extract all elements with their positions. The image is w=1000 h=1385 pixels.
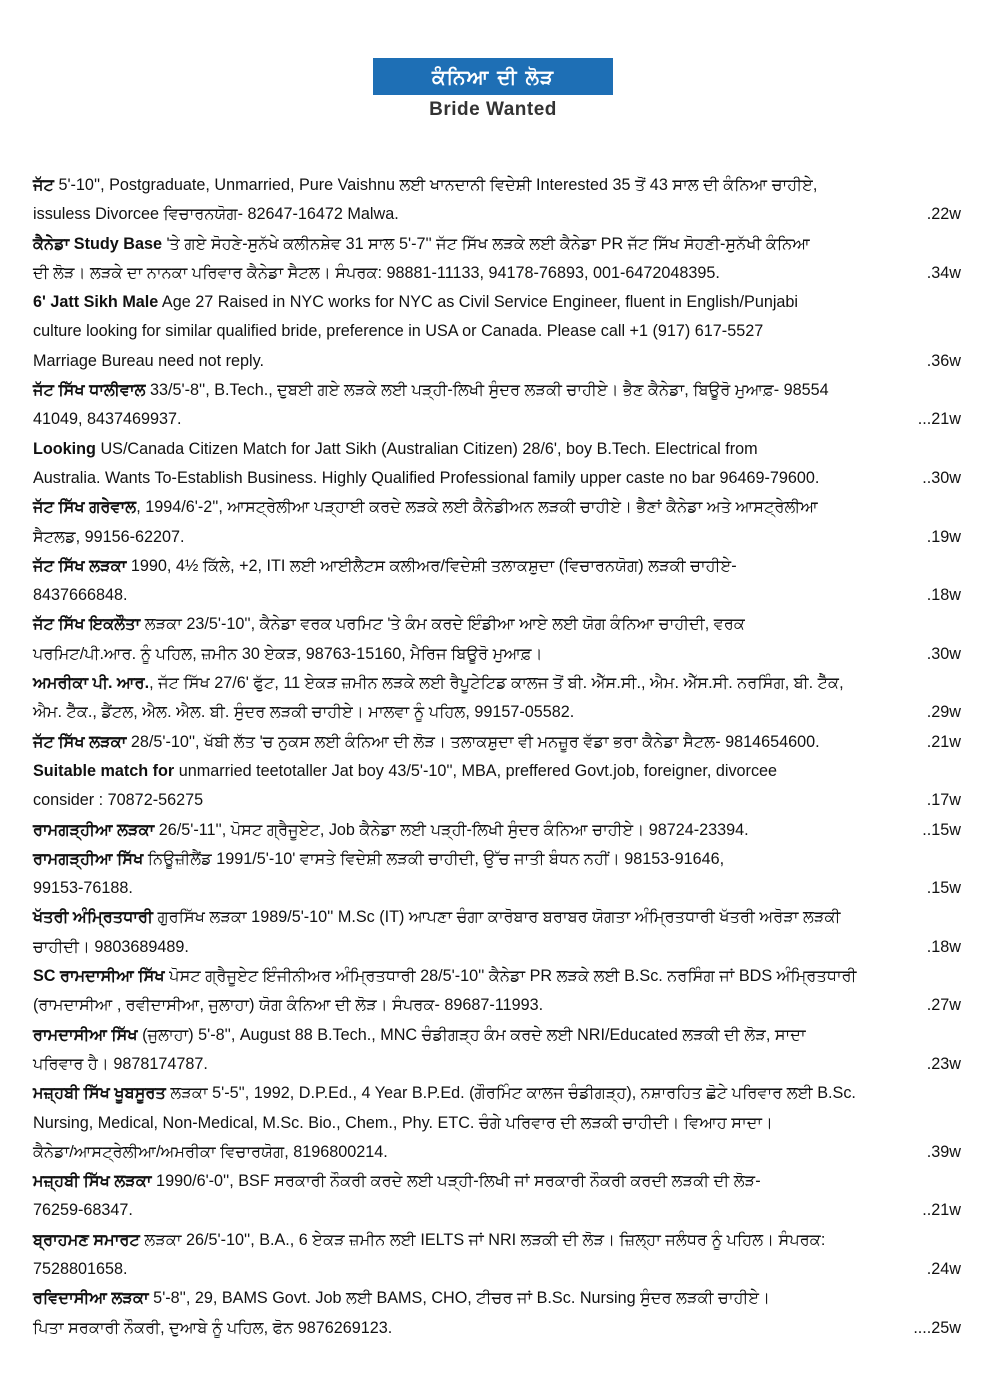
ad-text — [33, 816, 749, 845]
ad-text — [33, 1138, 388, 1167]
ad-line — [33, 786, 961, 815]
ad-line — [33, 1167, 961, 1196]
ad-line — [33, 874, 961, 903]
classified-ad — [33, 493, 961, 552]
ad-lead: 6' Jatt Sikh Male — [33, 293, 159, 312]
ad-line-text: Marriage Bureau need not reply. — [33, 351, 264, 370]
ad-code: ..21w — [922, 1201, 961, 1220]
ad-line — [33, 845, 961, 874]
ad-lead: ਜੱਟ ਸਿੱਖ ਗਰੇਵਾਲ — [33, 498, 137, 517]
ad-lead: Looking — [33, 439, 96, 458]
ad-lead: SC ਰਾਮਦਾਸੀਆ ਸਿੱਖ — [33, 967, 165, 986]
ad-lead: ਜੱਟ ਸਿੱਖ ਧਾਲੀਵਾਲ — [33, 381, 146, 400]
ad-line-text: 7528801658. — [33, 1259, 128, 1278]
ad-lead: Suitable match for — [33, 761, 175, 780]
ad-line — [33, 1196, 961, 1225]
ad-line — [33, 669, 961, 698]
ad-line — [33, 435, 961, 464]
header-title-english: Bride Wanted — [429, 99, 557, 120]
classified-ads-list — [33, 171, 961, 1343]
ad-line-text: issuless Divorcee ਵਿਚਾਰਨਯੋਗ- 82647-16472 Malwa. — [33, 205, 399, 224]
ad-line-text: consider : 70872-56275 — [33, 791, 204, 810]
ad-line — [33, 230, 961, 259]
ad-line-text: ਪੋਸਟ ਗ੍ਰੈਜੂਏਟ ਇੰਜੀਨੀਅਰ ਅੰਮ੍ਰਿਤਧਾਰੀ 28/5'-10'' ਕੈਨੇਡਾ PR ਲੜਕੇ ਲਈ B.Sc. ਨਰਸਿੰਗ ਜਾਂ BDS ਅੰਮ੍ਰਿਤਧਾਰੀ — [164, 967, 857, 986]
ad-line — [33, 200, 961, 229]
ad-line — [33, 933, 961, 962]
ad-line-text: ਲੜਕਾ 5'-5'', 1992, D.P.Ed., 4 Year B.P.Ed. (ਗੌਰਮਿੰਟ ਕਾਲਜ ਚੰਡੀਗੜ੍ਹ), ਨਸ਼ਾਰਹਿਤ ਛੋਟੇ ਪਰਿਵਾਰ ਲਈ B.Sc. — [165, 1084, 856, 1103]
ad-line-text: ਸੈਟਲਡ, 99156-62207. — [33, 527, 185, 546]
ad-text — [33, 698, 574, 727]
ad-text — [33, 640, 543, 669]
ad-line — [33, 1021, 961, 1050]
classified-ad — [33, 1167, 961, 1226]
ad-line — [33, 1050, 961, 1079]
ad-line-text: 5'-10'', Postgraduate, Unmarried, Pure Vaishnu ਲਈ ਖਾਨਦਾਨੀ ਵਿਦੇਸ਼ੀ Interested 35 ਤੋਂ 43 ਸਾਲ ਦੀ ਕੰਨਿਆ ਚਾਹੀਏ, — [53, 176, 818, 194]
ad-line — [33, 1079, 961, 1108]
ad-lead: ਕੈਨੇਡਾ Study Base — [33, 234, 162, 253]
ad-lead: ਜੱਟ ਸਿੱਖ ਇਕਲੌਤਾ — [33, 615, 141, 634]
ad-line-text: ਗੁਰਸਿੱਖ ਲੜਕਾ 1989/5'-10'' M.Sc (IT) ਆਪਣਾ ਚੰਗਾ ਕਾਰੋਬਾਰ ਬਰਾਬਰ ਯੋਗਤਾ ਅੰਮ੍ਰਿਤਧਾਰੀ ਖੱਤਰੀ ਅਰੋੜਾ ਲੜਕੀ — [152, 908, 841, 927]
ad-text — [33, 786, 203, 815]
ad-line — [33, 1138, 961, 1167]
ad-code: ..30w — [922, 468, 961, 487]
classified-ad — [33, 1021, 961, 1080]
ad-line-text: 'ਤੇ ਗਏ ਸੋਹਣੇ-ਸੁਨੱਖੇ ਕਲੀਨਸ਼ੇਵ 31 ਸਾਲ 5'-7'' ਜੱਟ ਸਿੱਖ ਲੜਕੇ ਲਈ ਕੈਨੇਡਾ PR ਜੱਟ ਸਿੱਖ ਸੋਹਣੀ-ਸੁਨੱਖੀ ਕੰਨਿਆ — [161, 234, 810, 253]
ad-line-text: 33/5'-8'', B.Tech., ਦੁਬਈ ਗਏ ਲੜਕੇ ਲਈ ਪੜ੍ਹੀ-ਲਿਖੀ ਸੁੰਦਰ ਲੜਕੀ ਚਾਹੀਏ। ਭੈਣ ਕੈਨੇਡਾ, ਬਿਊਰੋ ਮੁਆਫ਼- 98554 — [145, 381, 829, 400]
ad-line-text: ਪਿਤਾ ਸਰਕਾਰੀ ਨੌਕਰੀ, ਦੁਆਬੇ ਨੂੰ ਪਹਿਲ, ਫੋਨ 9876269123. — [33, 1318, 393, 1337]
ad-line — [33, 640, 961, 669]
ad-line-text: ਲੜਕਾ 23/5'-10'', ਕੈਨੇਡਾ ਵਰਕ ਪਰਮਿਟ 'ਤੇ ਕੰਮ ਕਰਦੇ ਇੰਡੀਆ ਆਏ ਲਈ ਯੋਗ ਕੰਨਿਆ ਚਾਹੀਦੀ, ਵਰਕ — [140, 615, 745, 634]
ad-code: .18w — [926, 937, 961, 956]
classified-ad — [33, 728, 961, 757]
ad-line — [33, 903, 961, 932]
ad-code: .36w — [926, 351, 961, 370]
ad-line-text: 28/5'-10'', ਖੱਬੀ ਲੱਤ 'ਚ ਨੁਕਸ ਲਈ ਕੰਨਿਆ ਦੀ ਲੋੜ। ਤਲਾਕਸ਼ੁਦਾ ਵੀ ਮਨਜ਼ੂਰ ਵੱਡਾ ਭਰਾ ਕੈਨੇਡਾ ਸੈਟਲ- 9814654600. — [126, 732, 820, 751]
ad-lead: ਰਵਿਦਾਸੀਆ ਲੜਕਾ — [33, 1289, 149, 1308]
ad-text — [33, 1050, 208, 1079]
ad-line — [33, 171, 961, 200]
ad-line-text: unmarried teetotaller Jat boy 43/5'-10'', MBA, preffered Govt.job, foreigner, divorcee — [174, 761, 778, 780]
ad-line-text: 5'-8'', 29, BAMS Govt. Job ਲਈ BAMS, CHO, ਟੀਚਰ ਜਾਂ B.Sc. Nursing ਸੁੰਦਰ ਲੜਕੀ ਚਾਹੀਏ। — [148, 1289, 771, 1308]
classified-ad — [33, 903, 961, 962]
ad-line-text: 1990/6'-0'', BSF ਸਰਕਾਰੀ ਨੌਕਰੀ ਕਰਦੇ ਲਈ ਪੜ੍ਹੀ-ਲਿਖੀ ਜਾਂ ਸਰਕਾਰੀ ਨੌਕਰੀ ਕਰਦੀ ਲੜਕੀ ਦੀ ਲੋੜ- — [151, 1172, 761, 1191]
ad-code: .15w — [926, 879, 961, 898]
ad-line — [33, 581, 961, 610]
ad-lead: ਜੱਟ ਸਿੱਖ ਲੜਕਾ — [33, 732, 127, 751]
ad-line-text: 41049, 8437469937. — [33, 410, 182, 429]
ad-line-text: (ਰਾਮਦਾਸੀਆ , ਰਵੀਦਾਸੀਆ, ਜੁਲਾਹਾ) ਯੋਗ ਕੰਨਿਆ ਦੀ ਲੋੜ। ਸੰਪਰਕ- 89687-11993. — [33, 996, 544, 1015]
classified-ad — [33, 669, 961, 728]
ad-line — [33, 728, 961, 757]
ad-line — [33, 405, 961, 434]
ad-code: .21w — [926, 732, 961, 751]
ad-line — [33, 1226, 961, 1255]
ad-lead: ਰਾਮਗੜ੍ਹੀਆ ਸਿੱਖ — [33, 849, 144, 868]
ad-line — [33, 962, 961, 991]
ad-code: .17w — [926, 791, 961, 810]
ad-line-text: Nursing, Medical, Non-Medical, M.Sc. Bio., Chem., Phy. ETC. ਚੰਗੇ ਪਰਿਵਾਰ ਦੀ ਲੜਕੀ ਚਾਹੀਦੀ। ਵਿਆਹ ਸਾਦਾ। — [33, 1113, 773, 1132]
ad-line-text: , 1994/6'-2'', ਆਸਟ੍ਰੇਲੀਆ ਪੜ੍ਹਾਈ ਕਰਦੇ ਲੜਕੇ ਲਈ ਕੈਨੇਡੀਅਨ ਲੜਕੀ ਚਾਹੀਏ। ਭੈਣਾਂ ਕੈਨੇਡਾ ਅਤੇ ਆਸਟ੍ਰੇਲੀਆ — [136, 498, 818, 517]
ad-text — [33, 1255, 128, 1284]
ad-line-text: 76259-68347. — [33, 1201, 133, 1220]
ad-lead: ਮਜ਼੍ਹਬੀ ਸਿੱਖ ਖੂਬਸੂਰਤ — [33, 1084, 166, 1103]
ad-line — [33, 698, 961, 727]
ad-line — [33, 757, 961, 786]
section-header — [373, 58, 613, 121]
classified-ad — [33, 845, 961, 904]
ad-lead: ਜੱਟ — [33, 176, 54, 194]
ad-line — [33, 991, 961, 1020]
ad-line-text: ਐਮ. ਟੈੱਕ., ਡੈਂਟਲ, ਐਲ. ਐਲ. ਬੀ. ਸੁੰਦਰ ਲੜਕੀ ਚਾਹੀਏ। ਮਾਲਵਾ ਨੂੰ ਪਹਿਲ, 99157-05582. — [33, 703, 575, 722]
ad-text — [33, 728, 820, 757]
ad-line-text: ਕੈਨੇਡਾ/ਆਸਟ੍ਰੇਲੀਆ/ਅਮਰੀਕਾ ਵਿਚਾਰਯੋਗ, 8196800214. — [33, 1142, 388, 1161]
ad-code: .19w — [926, 527, 961, 546]
ad-line-text: Age 27 Raised in NYC works for NYC as Civil Service Engineer, fluent in English/Punjabi — [158, 293, 799, 312]
ad-code: .34w — [926, 263, 961, 282]
ad-text — [33, 200, 399, 229]
classified-ad — [33, 230, 961, 289]
classified-ad — [33, 288, 961, 376]
classified-ad — [33, 962, 961, 1021]
ad-line — [33, 1109, 961, 1138]
ad-line — [33, 288, 961, 317]
classified-ad — [33, 435, 961, 494]
ad-code: .23w — [926, 1054, 961, 1073]
ad-lead: ਰਾਮਦਾਸੀਆ ਸਿੱਖ — [33, 1025, 138, 1044]
ad-line-text: 1990, 4½ ਕਿੱਲੇ, +2, ITI ਲਈ ਆਈਲੈਟਸ ਕਲੀਅਰ/ਵਿਦੇਸ਼ੀ ਤਲਾਕਸ਼ੁਦਾ (ਵਿਚਾਰਨਯੋਗ) ਲੜਕੀ ਚਾਹੀਏ- — [126, 556, 737, 575]
ad-lead: ਖੱਤਰੀ ਅੰਮ੍ਰਿਤਧਾਰੀ — [33, 908, 153, 927]
ad-line — [33, 523, 961, 552]
ad-lead: ਬ੍ਰਾਹਮਣ ਸਮਾਰਟ — [33, 1230, 140, 1249]
ad-line-text: Australia. Wants To-Establish Business. Highly Qualified Professional family upper caste no bar 96469-79600. — [33, 468, 820, 487]
ad-code: .22w — [926, 205, 961, 224]
ad-text — [33, 874, 133, 903]
ad-code: .30w — [926, 644, 961, 663]
ad-line — [33, 552, 961, 581]
ad-code: ...21w — [917, 410, 961, 429]
ad-line-text: 26/5'-11'', ਪੋਸਟ ਗ੍ਰੈਜੂਏਟ, Job ਕੈਨੇਡਾ ਲਈ ਪੜ੍ਹੀ-ਲਿਖੀ ਸੁੰਦਰ ਕੰਨਿਆ ਚਾਹੀਏ। 98724-23394. — [154, 820, 749, 839]
ad-line-text: culture looking for similar qualified bride, preference in USA or Canada. Please call +1 (917) 617-5527 — [33, 322, 764, 341]
ad-line-text: ਪਰਮਿਟ/ਪੀ.ਆਰ. ਨੂੰ ਪਹਿਲ, ਜ਼ਮੀਨ 30 ਏਕੜ, 98763-15160, ਮੈਰਿਜ ਬਿਊਰੋ ਮੁਆਫ਼। — [33, 644, 543, 663]
ad-lead: ਅਮਰੀਕਾ ਪੀ. ਆਰ. — [33, 674, 150, 693]
ad-lead: ਜੱਟ ਸਿੱਖ ਲੜਕਾ — [33, 556, 127, 575]
ad-line-text: ਚਾਹੀਦੀ। 9803689489. — [33, 937, 189, 956]
ad-text — [33, 933, 189, 962]
classified-ad — [33, 552, 961, 611]
ad-line — [33, 816, 961, 845]
ad-line — [33, 376, 961, 405]
ad-text — [33, 1196, 133, 1225]
ad-text — [33, 405, 182, 434]
classified-ad — [33, 1284, 961, 1343]
ad-code: ....25w — [913, 1318, 961, 1337]
ad-code: .27w — [926, 996, 961, 1015]
classified-ad — [33, 816, 961, 845]
ad-code: .39w — [926, 1142, 961, 1161]
ad-line-text: ਦੀ ਲੋੜ। ਲੜਕੇ ਦਾ ਨਾਨਕਾ ਪਰਿਵਾਰ ਕੈਨੇਡਾ ਸੈਟਲ। ਸੰਪਰਕ: 98881-11133, 94178-76893, 001-6472048395. — [33, 263, 720, 282]
ad-line-text: 99153-76188. — [33, 879, 133, 898]
ad-code: ..15w — [922, 820, 961, 839]
ad-text — [33, 523, 185, 552]
classified-ad — [33, 1079, 961, 1167]
classified-ad — [33, 1226, 961, 1285]
classified-ad — [33, 376, 961, 435]
ad-lead: ਰਾਮਗੜ੍ਹੀਆ ਲੜਕਾ — [33, 820, 155, 839]
ad-line-text: ਲੜਕਾ 26/5'-10'', B.A., 6 ਏਕੜ ਜ਼ਮੀਨ ਲਈ IELTS ਜਾਂ NRI ਲੜਕੀ ਦੀ ਲੋੜ। ਜ਼ਿਲ੍ਹਾ ਜਲੰਧਰ ਨੂੰ ਪਹਿਲ। ਸੰਪਰਕ: — [139, 1230, 826, 1249]
ad-line-text: , ਜੱਟ ਸਿੱਖ 27/6' ਫੁੱਟ, 11 ਏਕੜ ਜ਼ਮੀਨ ਲੜਕੇ ਲਈ ਰੈਪੂਟੇਟਿਡ ਕਾਲਜ ਤੋਂ ਬੀ. ਐੱਸ.ਸੀ., ਐਮ. ਐੱਸ.ਸੀ. ਨਰਸਿੰਗ, ਬੀ. ਟੈੱਕ, — [149, 674, 844, 693]
ad-line — [33, 317, 961, 346]
ad-code: .24w — [926, 1259, 961, 1278]
ad-line — [33, 347, 961, 376]
ad-line — [33, 1314, 961, 1343]
ad-line — [33, 493, 961, 522]
ad-text — [33, 991, 543, 1020]
ad-line — [33, 259, 961, 288]
ad-line-text: (ਜੁਲਾਹਾ) 5'-8'', August 88 B.Tech., MNC ਚੰਡੀਗੜ੍ਹ ਕੰਮ ਕਰਦੇ ਲਈ NRI/Educated ਲੜਕੀ ਦੀ ਲੋੜ, ਸਾਦਾ — [137, 1025, 806, 1044]
ad-text — [33, 347, 264, 376]
ad-line-text: US/Canada Citizen Match for Jatt Sikh (Australian Citizen) 28/6', boy B.Tech. Electrical from — [95, 439, 758, 458]
ad-line — [33, 1255, 961, 1284]
ad-line — [33, 464, 961, 493]
ad-code: .29w — [926, 703, 961, 722]
ad-code: .18w — [926, 586, 961, 605]
ad-text — [33, 581, 128, 610]
classified-ad — [33, 757, 961, 816]
classified-ad — [33, 610, 961, 669]
ad-lead: ਮਜ਼੍ਹਬੀ ਸਿੱਖ ਲੜਕਾ — [33, 1172, 152, 1191]
ad-line — [33, 610, 961, 639]
header-title-punjabi: ਕੰਨਿਆ ਦੀ ਲੋੜ — [373, 58, 613, 95]
ad-text — [33, 1314, 392, 1343]
ad-line-text: ਪਰਿਵਾਰ ਹੈ। 9878174787. — [33, 1054, 208, 1073]
classified-ad — [33, 171, 961, 230]
ad-line — [33, 1284, 961, 1313]
ad-text — [33, 464, 819, 493]
ad-line-text: ਨਿਊਜ਼ੀਲੈਂਡ 1991/5'-10' ਵਾਸਤੇ ਵਿਦੇਸ਼ੀ ਲੜਕੀ ਚਾਹੀਦੀ, ਉੱਚ ਜਾਤੀ ਬੰਧਨ ਨਹੀਂ। 98153-91646, — [143, 849, 725, 868]
ad-text — [33, 259, 720, 288]
ad-line-text: 8437666848. — [33, 586, 128, 605]
